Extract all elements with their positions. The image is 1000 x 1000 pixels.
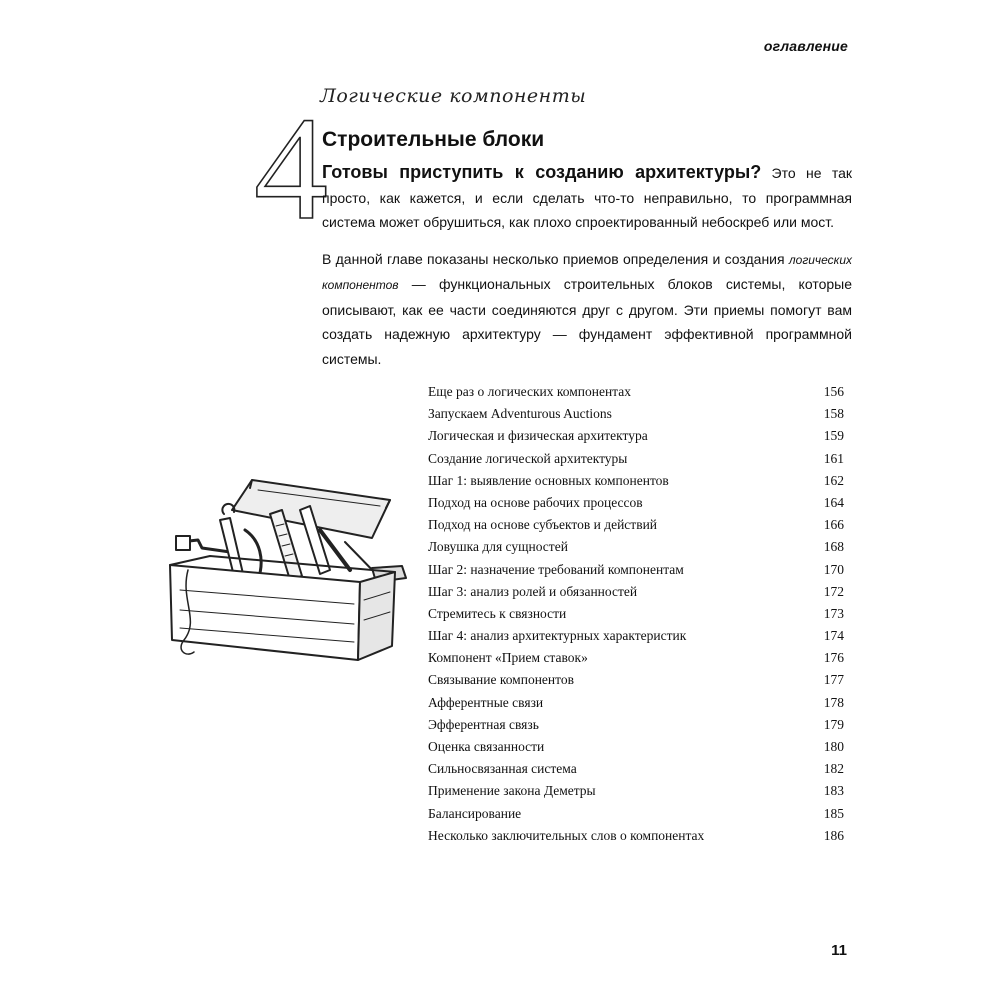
toc-entry[interactable] [428, 825, 844, 847]
toc-entry-title: Несколько заключительных слов о компонентах [428, 827, 705, 843]
toc-entry-page: 185 [823, 805, 844, 821]
intro-p2-emphasis: логических компонентов [322, 252, 852, 292]
toc-entry[interactable] [428, 514, 844, 536]
toc-entry-title: Применение закона Деметры [428, 783, 596, 799]
toc-entry-page: 162 [823, 472, 844, 488]
intro-paragraph-2 [322, 247, 852, 372]
toc-entry-title: Запускаем Adventurous Auctions [428, 406, 612, 422]
toc-entry-page: 164 [823, 494, 844, 510]
chapter-number: 4 [254, 87, 328, 251]
toolbox-icon [140, 470, 420, 680]
toc-entry[interactable] [428, 625, 844, 647]
toc-entry[interactable] [428, 603, 844, 625]
toc-entry-page: 173 [823, 605, 844, 621]
toc-entry[interactable] [428, 581, 844, 603]
toc-entry[interactable] [428, 780, 844, 802]
toc-entry-page: 179 [823, 716, 844, 732]
toc-entry[interactable] [428, 536, 844, 558]
toc-entry-title: Шаг 1: выявление основных компонентов [428, 472, 669, 488]
toc-entry[interactable] [428, 714, 844, 736]
toc-entry-page: 172 [823, 583, 844, 599]
page-number: 11 [831, 942, 847, 959]
toc-entry-title: Создание логической архитектуры [428, 450, 628, 466]
intro-lead-text: Это не так просто, как кажется, и если сделать что-то неправильно, то программная система может обрушиться, как плохо спроектированный небоскреб или мост. [322, 165, 852, 230]
toc-entry[interactable] [428, 381, 844, 403]
toc-entry-title: Шаг 2: назначение требований компонентам [428, 561, 684, 577]
toc-entry-title: Логическая и физическая архитектура [428, 428, 648, 444]
toc-entry-title: Компонент «Прием ставок» [428, 650, 588, 666]
toc-entry[interactable] [428, 559, 844, 581]
toc-entry-title: Подход на основе рабочих процессов [428, 494, 643, 510]
toc-entry[interactable] [428, 758, 844, 780]
toc-entry-page: 186 [823, 827, 844, 843]
intro-paragraph-1 [322, 160, 852, 235]
toc-entry-page: 156 [823, 384, 844, 399]
toc-entry[interactable] [428, 425, 844, 447]
intro-p2-start: В данной главе показаны несколько приемов определения и создания [322, 250, 789, 267]
toc-entry-title: Связывание компонентов [428, 672, 574, 688]
toc-entry[interactable] [428, 647, 844, 669]
toc-entry[interactable] [428, 403, 844, 425]
toc-entry-title: Шаг 3: анализ ролей и обязанностей [428, 583, 638, 599]
toc-entry-title: Афферентные связи [428, 694, 544, 710]
running-head: оглавление [763, 38, 848, 54]
toc-entry[interactable] [428, 470, 844, 492]
toc-entry-page: 166 [823, 517, 844, 533]
toc-entry-title: Подход на основе субъектов и действий [428, 517, 658, 533]
table-of-contents [428, 381, 844, 847]
toc-entry-page: 174 [823, 628, 844, 644]
toc-entry-page: 178 [823, 694, 844, 710]
toc-entry[interactable] [428, 669, 844, 691]
toc-entry-title: Еще раз о логических компонентах [428, 384, 631, 399]
toc-entry-page: 170 [823, 561, 844, 577]
toc-entry-page: 176 [823, 650, 844, 666]
toc-entry[interactable] [428, 492, 844, 514]
toc-entry[interactable] [428, 692, 844, 714]
toc-entry-page: 183 [823, 783, 844, 799]
chapter-title: Строительные блоки [322, 128, 545, 151]
intro-lead-question: Готовы приступить к созданию архитектуры? [322, 162, 762, 182]
toc-entry-page: 158 [823, 406, 844, 422]
toc-entry-page: 177 [823, 672, 844, 688]
toc-entry-page: 161 [823, 450, 844, 466]
chapter-intro [322, 160, 852, 383]
toc-entry-title: Сильносвязанная система [428, 761, 577, 777]
intro-p2-end: — функциональных строительных блоков системы, которые описывают, как ее части соединяются друг с другом. Эти приемы помогут вам создать надежную архитектуру — фундамент эффективной программной системы. [322, 276, 852, 367]
toc-entry-title: Ловушка для сущностей [428, 539, 568, 555]
toc-entry-title: Эфферентная связь [428, 716, 539, 732]
toc-entry-title: Стремитесь к связности [428, 605, 567, 621]
chapter-label: Логические компоненты [320, 85, 587, 107]
toc-entry-title: Оценка связанности [428, 739, 545, 754]
toc-entry-page: 168 [823, 539, 844, 555]
toc-entry-page: 180 [823, 739, 844, 754]
toc-entry[interactable] [428, 803, 844, 825]
toc-entry-title: Шаг 4: анализ архитектурных характеристик [428, 628, 687, 644]
toc-entry-title: Балансирование [428, 805, 522, 821]
toc-entry-page: 159 [823, 428, 844, 444]
toc-entry-page: 182 [823, 761, 844, 777]
toc-entry[interactable] [428, 736, 844, 758]
toc-entry[interactable] [428, 448, 844, 470]
